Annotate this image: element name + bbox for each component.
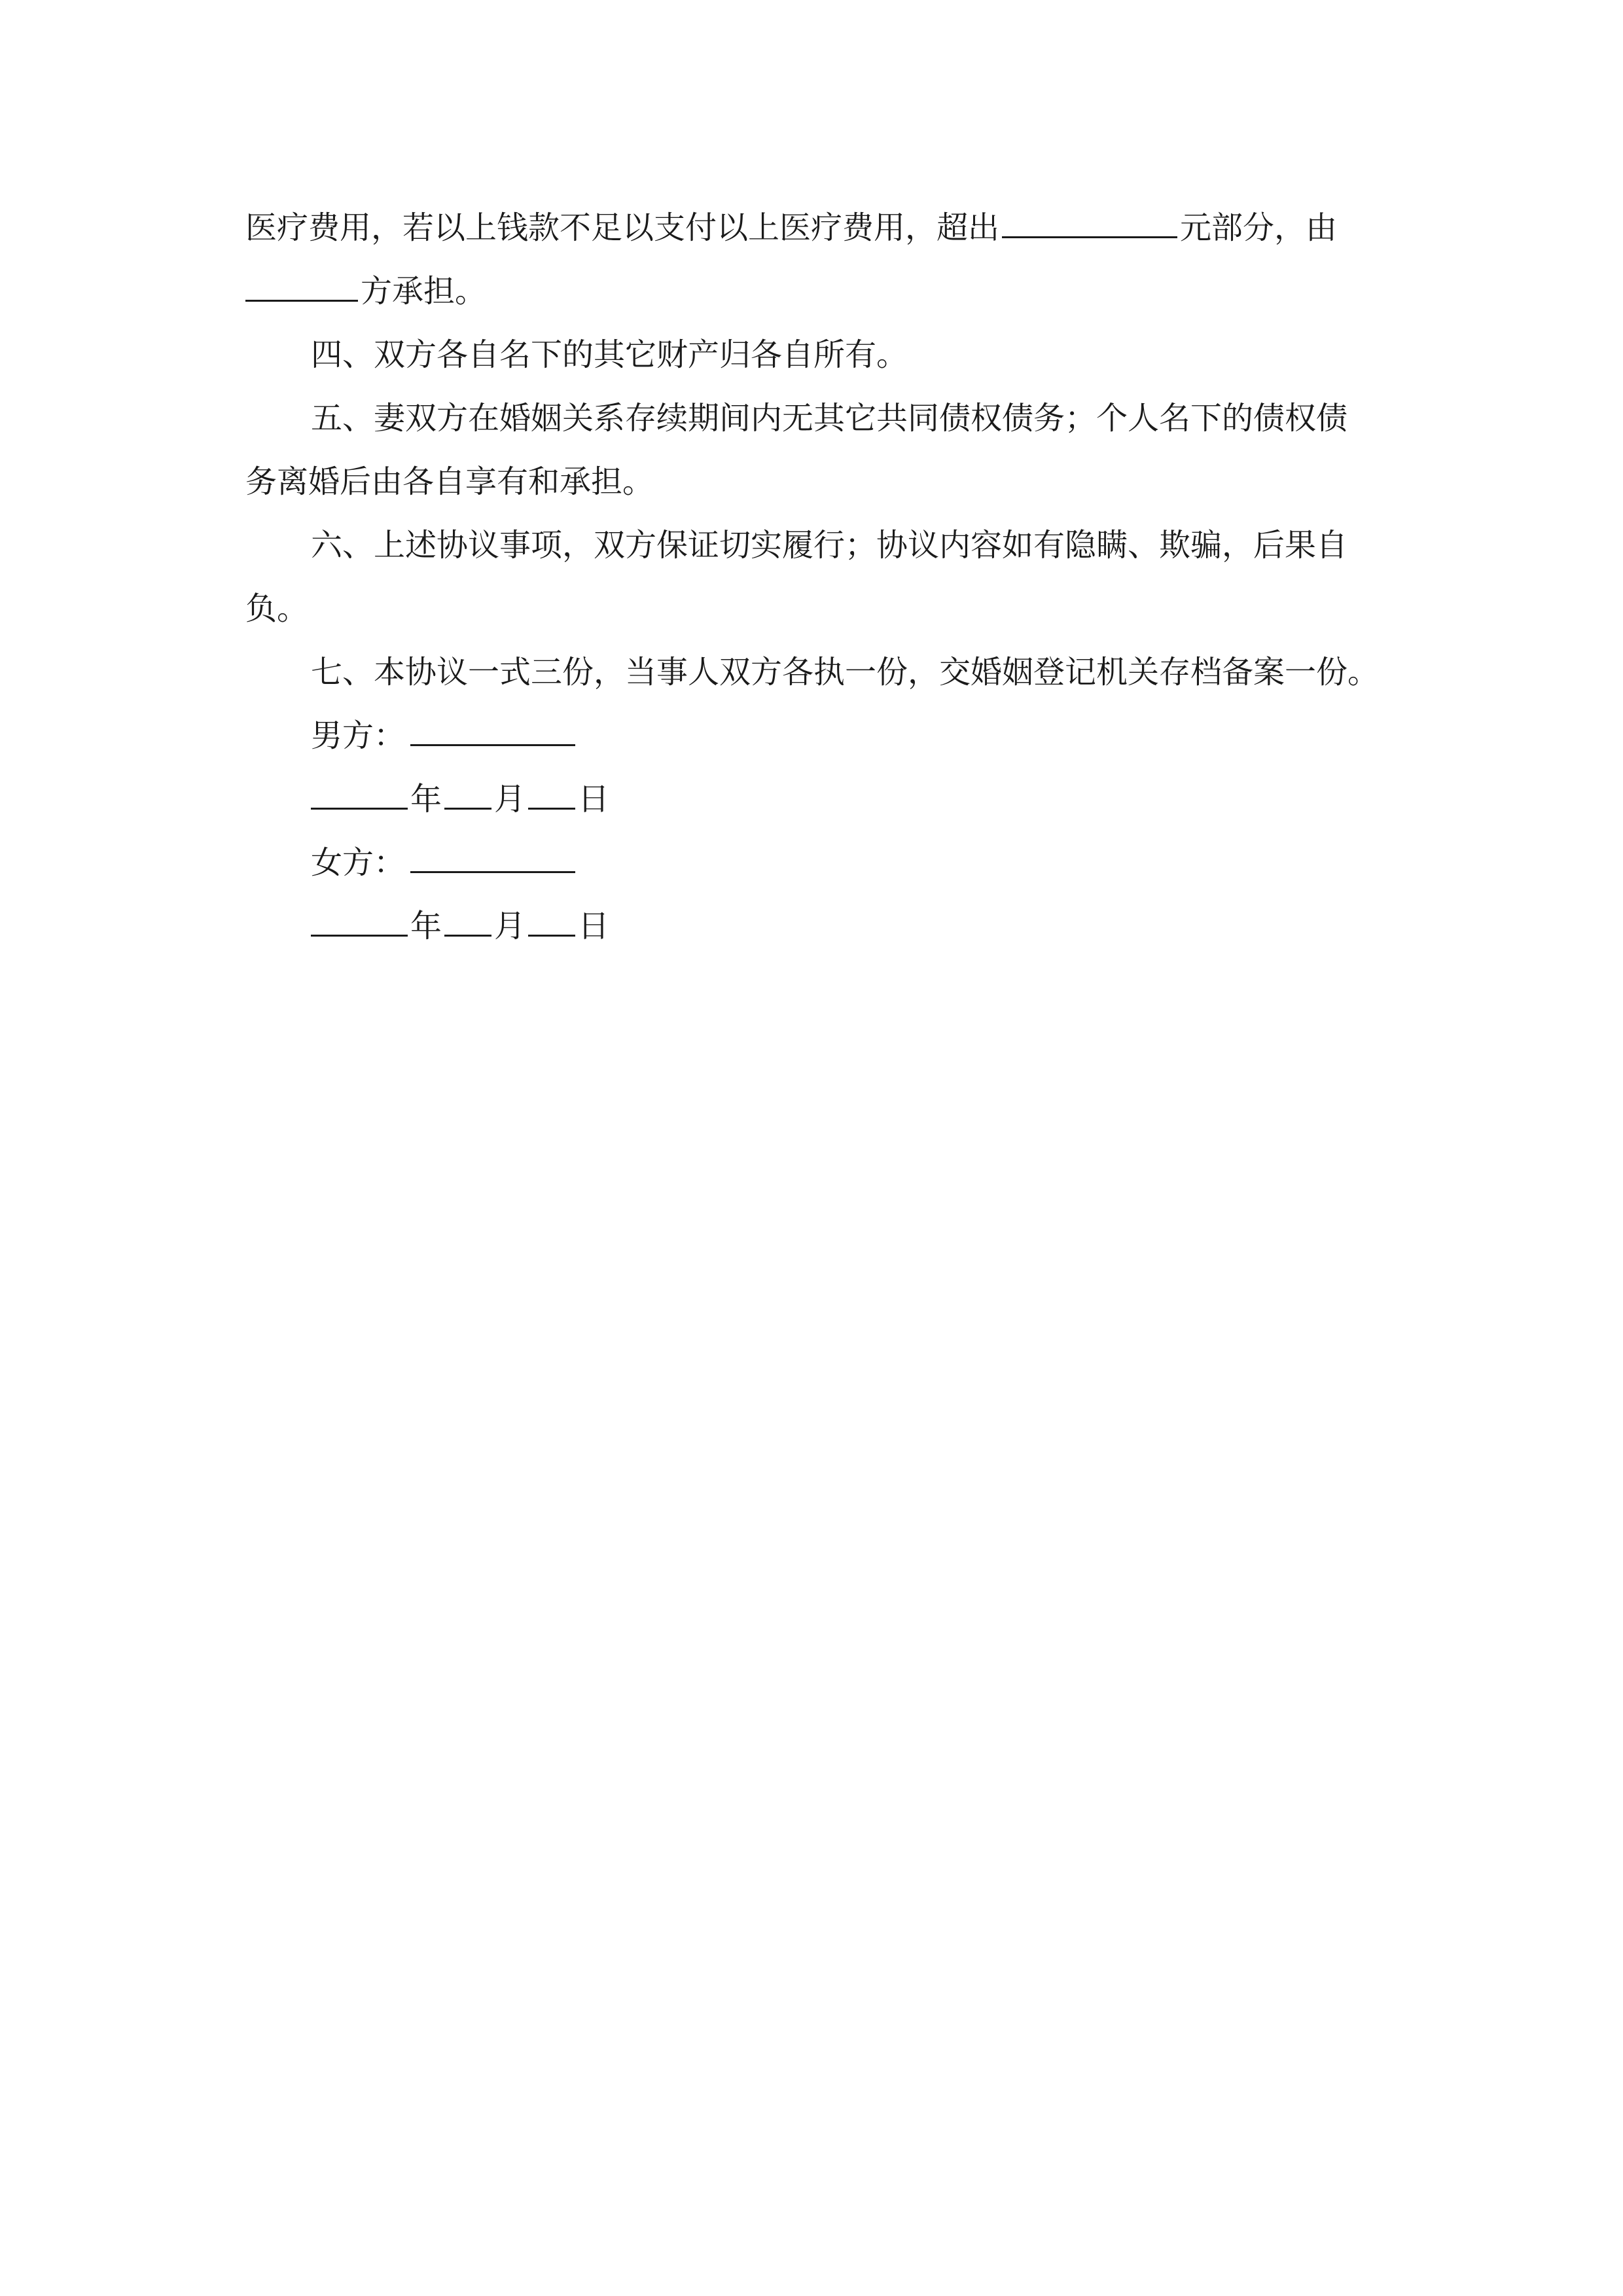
clause6-line1: 六、上述协议事项，双方保证切实履行；协议内容如有隐瞒、欺骗，后果自	[311, 527, 1348, 564]
female-year-blank	[311, 907, 408, 937]
male-signature-line	[245, 704, 1384, 768]
female-month-blank	[444, 907, 491, 937]
male-month-label: 月	[494, 781, 526, 817]
male-date-line	[245, 768, 1384, 831]
female-month-label: 月	[494, 908, 526, 944]
clause5-line1: 五、妻双方在婚姻关系存续期间内无其它共同债权债务；个人名下的债权债	[311, 400, 1348, 437]
female-label: 女方：	[311, 844, 406, 881]
female-date-line	[245, 895, 1384, 958]
clause5-line2: 务离婚后由各自享有和承担。	[245, 463, 654, 500]
male-day-label: 日	[578, 781, 610, 817]
male-signature-blank	[410, 717, 575, 746]
female-day-label: 日	[578, 908, 610, 944]
male-label: 男方：	[311, 717, 406, 754]
clause4: 四、双方各自名下的其它财产归各自所有。	[311, 336, 908, 373]
clause3-line2	[245, 260, 1384, 323]
clause3-text-a: 医疗费用，若以上钱款不足以支付以上医疗费用，超出	[245, 209, 1000, 246]
clause3-text-b: 元部分，由	[1180, 209, 1338, 246]
male-day-blank	[528, 780, 575, 810]
female-day-blank	[528, 907, 575, 937]
male-month-blank	[444, 780, 491, 810]
male-year-blank	[311, 780, 408, 810]
female-signature-blank	[410, 844, 575, 873]
female-year-label: 年	[410, 908, 442, 944]
document-body	[245, 196, 1384, 958]
clause6-line2: 负。	[245, 590, 309, 627]
clause3-text-c: 方承担。	[361, 273, 487, 310]
female-signature-line	[245, 831, 1384, 895]
party-blank	[245, 272, 358, 302]
clause3-line1	[245, 196, 1384, 260]
male-year-label: 年	[410, 781, 442, 817]
amount-blank	[1002, 209, 1177, 238]
clause7: 七、本协议一式三份，当事人双方各执一份，交婚姻登记机关存档备案一份。	[311, 654, 1380, 691]
